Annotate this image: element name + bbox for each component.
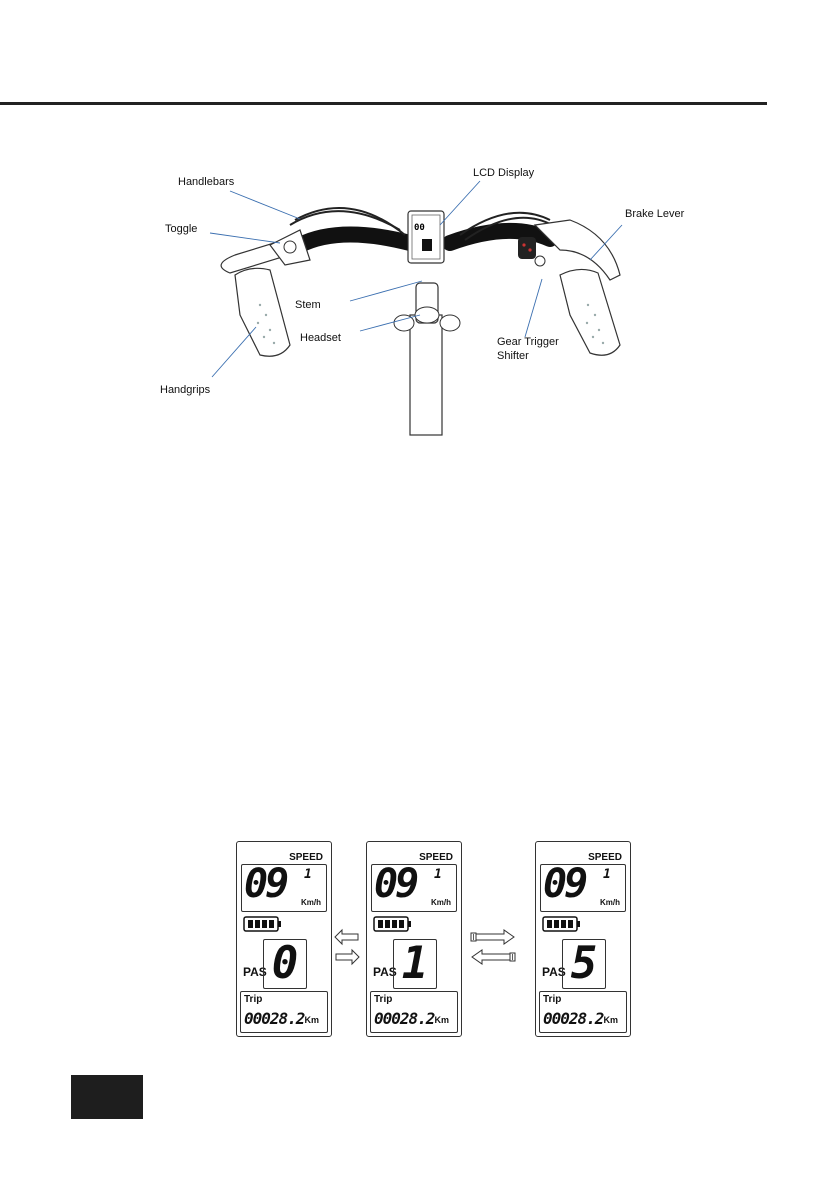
trip-unit: Km [434, 1015, 449, 1025]
speed-label: SPEED [289, 852, 323, 863]
speed-unit: Km/h [431, 898, 451, 907]
label-handlebars: Handlebars [178, 176, 235, 188]
lcd-frame [236, 841, 332, 1037]
arrow-pair-right [470, 928, 516, 968]
arrow-pair-left [334, 928, 360, 968]
speed-decimal: 1 [304, 867, 312, 882]
handlebar-diagram [140, 155, 700, 445]
label-toggle: Toggle [165, 223, 198, 235]
trip-unit: Km [603, 1015, 618, 1025]
speed-value: 09 [244, 861, 287, 907]
header-rule [0, 102, 767, 105]
svg-text:00: 00 [414, 223, 425, 233]
label-shifter: Shifter [497, 350, 529, 362]
battery-icon [243, 916, 283, 932]
label-headset: Headset [300, 332, 341, 344]
speed-label: SPEED [419, 852, 453, 863]
button-arrow-left-icon [472, 950, 515, 964]
page-marker [71, 1075, 143, 1119]
speed-decimal: 1 [434, 867, 442, 882]
trip-value: 00028.2 [244, 1009, 305, 1028]
lcd-frame [366, 841, 462, 1037]
trip-label: Trip [244, 994, 263, 1005]
label-lcd-display: LCD Display [473, 167, 535, 179]
pas-label: PAS [373, 965, 397, 979]
pas-label: PAS [243, 965, 267, 979]
label-gear-trigger: Gear Trigger [497, 336, 559, 348]
button-arrow-right-icon [471, 930, 514, 944]
trip-label: Trip [374, 994, 393, 1005]
trip-box [539, 991, 627, 1033]
pas-level: 0 [271, 938, 299, 989]
speed-unit: Km/h [600, 898, 620, 907]
pas-box [562, 939, 606, 989]
pas-level: 1 [401, 938, 429, 989]
handlebar-illustration [140, 155, 700, 445]
label-stem: Stem [295, 299, 321, 311]
trip-unit: Km [304, 1015, 319, 1025]
lcd-panel-pas-1 [366, 841, 462, 1037]
arrow-right-icon [336, 950, 359, 964]
speed-decimal: 1 [603, 867, 611, 882]
speed-unit: Km/h [301, 898, 321, 907]
trip-box [240, 991, 328, 1033]
trip-box [370, 991, 458, 1033]
trip-label: Trip [543, 994, 562, 1005]
lcd-frame [535, 841, 631, 1037]
battery-icon [373, 916, 413, 932]
pas-box [263, 939, 307, 989]
battery-icon [542, 916, 582, 932]
lcd-panel-pas-0 [236, 841, 332, 1037]
pas-label: PAS [542, 965, 566, 979]
speed-value: 09 [374, 861, 417, 907]
trip-value: 00028.2 [543, 1009, 604, 1028]
pas-box [393, 939, 437, 989]
pas-level: 5 [570, 938, 598, 989]
label-brake-lever: Brake Lever [625, 208, 685, 220]
speed-value: 09 [543, 861, 586, 907]
label-handgrips: Handgrips [160, 384, 211, 396]
lcd-panel-pas-5 [535, 841, 631, 1037]
arrow-left-icon [335, 930, 358, 944]
speed-label: SPEED [588, 852, 622, 863]
trip-value: 00028.2 [374, 1009, 435, 1028]
